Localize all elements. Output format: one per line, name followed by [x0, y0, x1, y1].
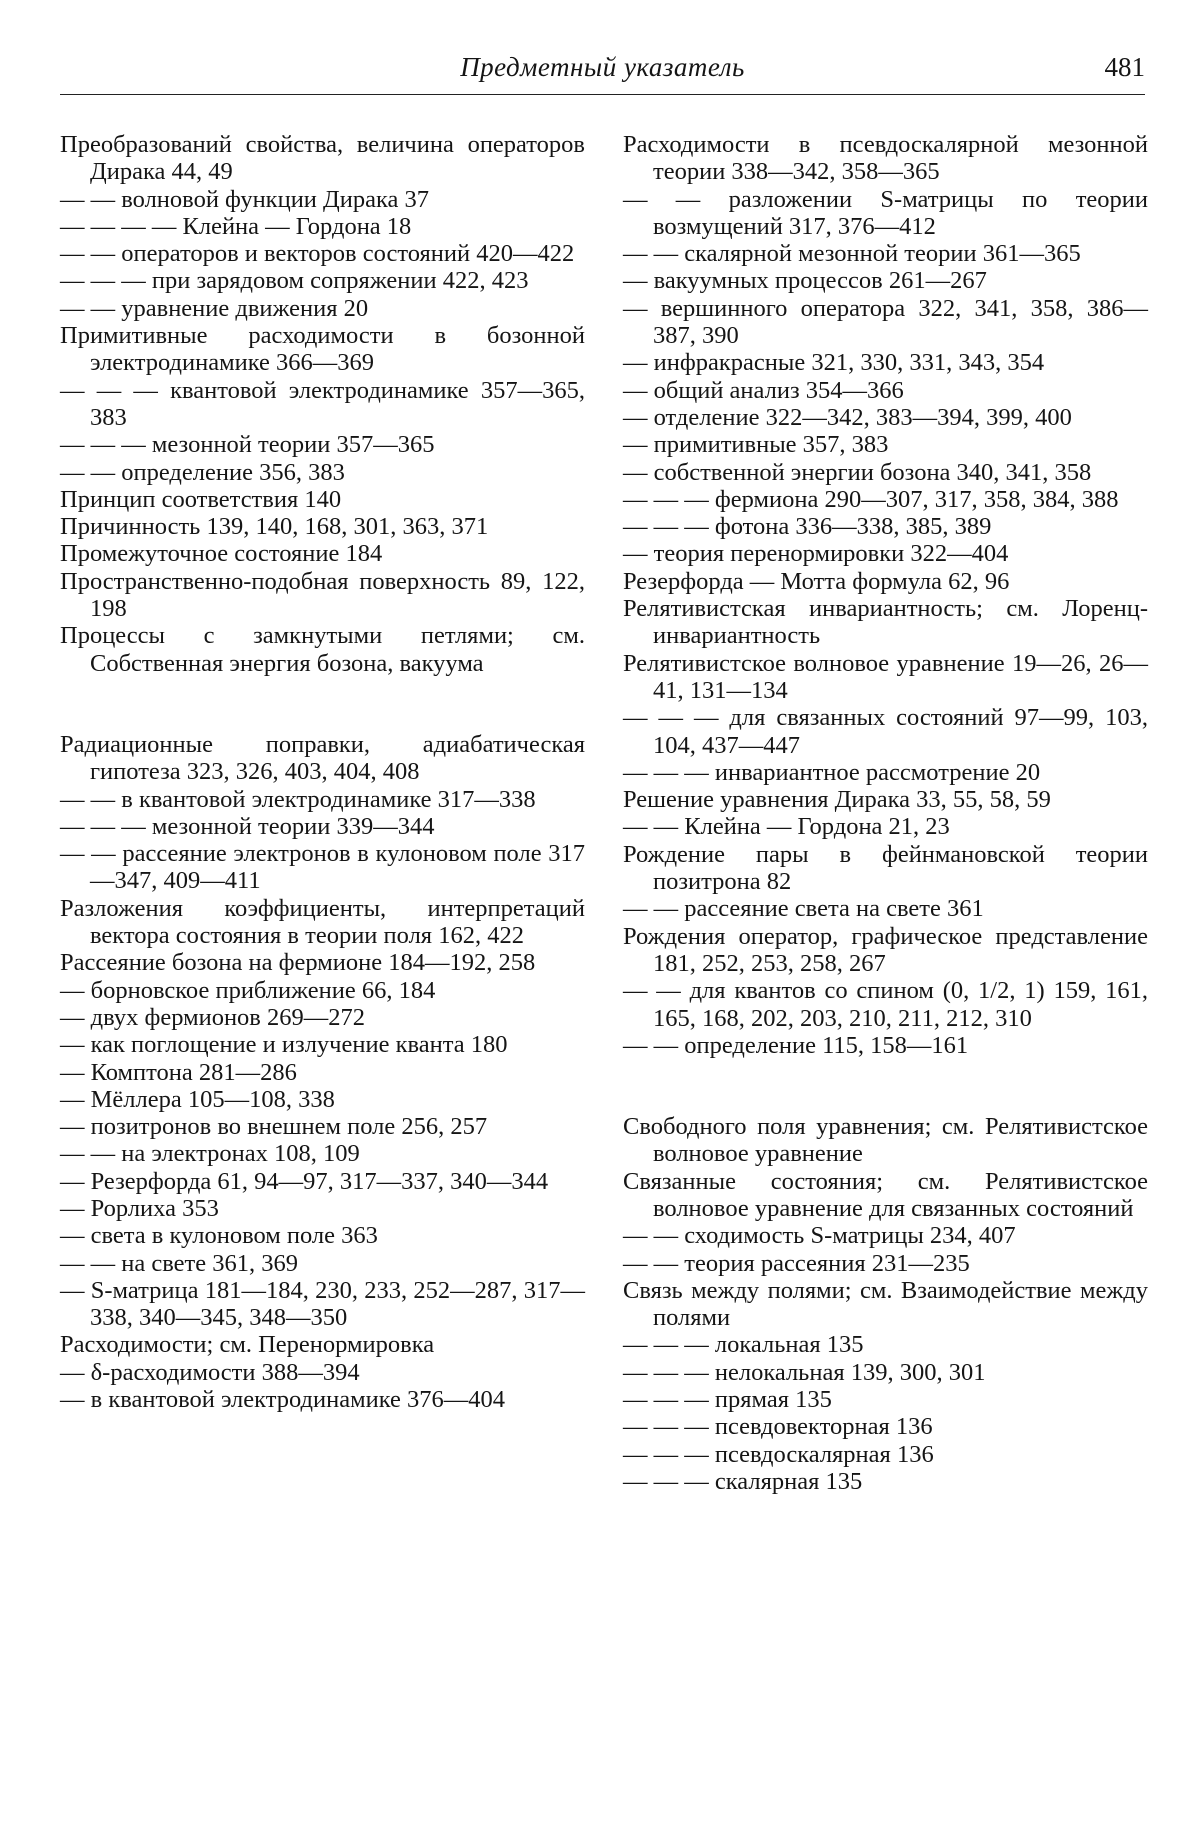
index-entry: — — волновой функции Дирака 37 [60, 185, 430, 213]
index-entry: — — рассеяние электронов в кулоновом поле 317—347, 409—411 [60, 840, 585, 895]
index-entry: — — — — Клейна — Гордона 18 [60, 212, 412, 240]
index-entry: — — — фотона 336—338, 385, 389 [623, 513, 992, 541]
index-entry: Пространственно-подобная поверхность 89, 122, 198 [60, 567, 585, 623]
index-entry: Резерфорда — Мотта формула 62, 96 [623, 567, 1010, 595]
index-entry: Разложения коэффициенты, интерпретаций вектора состояния в теории поля 162, 422 [60, 894, 585, 950]
index-entry: Преобразований свойства, величина операторов Дирака 44, 49 [60, 131, 585, 186]
index-entry: — собственной энергии бозона 340, 341, 358 [623, 458, 1092, 486]
index-column-right [623, 131, 1148, 1495]
index-entry: — — операторов и векторов состояний 420—422 [60, 240, 575, 268]
index-entry: — — — прямая 135 [623, 1386, 832, 1414]
index-entry: — — — псевдовекторная 136 [623, 1413, 933, 1441]
index-entry: — отделение 322—342, 383—394, 399, 400 [623, 403, 1072, 431]
index-entry: Примитивные расходимости в бозонной электродинамике 366—369 [60, 322, 585, 377]
index-entry: — — — скалярная 135 [623, 1467, 863, 1495]
index-entry: Рождения оператор, графическое представление 181, 252, 253, 258, 267 [623, 922, 1148, 977]
index-entry: Радиационные поправки, адиабатическая гипотеза 323, 326, 403, 404, 408 [60, 730, 585, 786]
index-entry: — — — мезонной теории 339—344 [60, 812, 435, 840]
index-entry: Промежуточное состояние 184 [60, 540, 383, 568]
index-entry: — общий анализ 354—366 [623, 376, 904, 404]
index-entry: — примитивные 357, 383 [623, 431, 889, 459]
index-entry: — — рассеяние света на свете 361 [623, 895, 984, 923]
index-entry: — — — локальная 135 [623, 1331, 864, 1359]
index-entry: — — разложении S-матрицы по теории возмущений 317, 376—412 [623, 185, 1148, 240]
index-entry: — — — инвариантное рассмотрение 20 [623, 758, 1041, 786]
index-entry: — Рорлиха 353 [60, 1194, 219, 1222]
index-entry: Релятивистское волновое уравнение 19—26, 26—41, 131—134 [623, 649, 1148, 704]
index-entry: — — определение 115, 158—161 [623, 1031, 969, 1059]
index-entry: — — — фермиона 290—307, 317, 358, 384, 388 [623, 485, 1119, 513]
index-entry: — — для квантов со спином (0, 1/2, 1) 159, 161, 165, 168, 202, 203, 210, 211, 212, 310 [623, 977, 1148, 1032]
index-column-left [60, 131, 585, 1413]
index-entry: — вершинного оператора 322, 341, 358, 386—387, 390 [623, 294, 1148, 350]
index-entry: Причинность 139, 140, 168, 301, 363, 371 [60, 513, 489, 541]
index-entry: — S-матрица 181—184, 230, 233, 252—287, 317—338, 340—345, 348—350 [60, 1276, 585, 1332]
index-entry: — — теория рассеяния 231—235 [623, 1249, 970, 1277]
index-entry: — борновское приближение 66, 184 [60, 976, 436, 1004]
index-entry: Рассеяние бозона на фермионе 184—192, 258 [60, 949, 536, 977]
index-entry: — в квантовой электродинамике 376—404 [60, 1386, 505, 1414]
index-entry: — — уравнение движения 20 [60, 294, 369, 322]
index-entry: — теория перенормировки 322—404 [623, 540, 1009, 568]
index-entry: Связанные состояния; см. Релятивистское волновое уравнение для связанных состояний [623, 1167, 1148, 1222]
index-entry: — Комптона 281—286 [60, 1058, 297, 1086]
index-entry: Рождение пары в фейнмановской теории позитрона 82 [623, 840, 1148, 896]
index-entry: Решение уравнения Дирака 33, 55, 58, 59 [623, 786, 1051, 814]
index-entry: — как поглощение и излучение кванта 180 [60, 1031, 508, 1059]
index-entry: Свободного поля уравнения; см. Релятивистское волновое уравнение [623, 1113, 1148, 1168]
index-entry: Расходимости в псевдоскалярной мезонной теории 338—342, 358—365 [623, 131, 1148, 186]
index-entry: Релятивистская инвариантность; см. Лоренц-инвариантность [623, 595, 1148, 650]
page-header [60, 50, 1145, 95]
index-entry: — — на свете 361, 369 [60, 1249, 298, 1277]
index-entry: — Мёллера 105—108, 338 [60, 1085, 335, 1113]
index-entry: Процессы с замкнутыми петлями; см. Собственная энергия бозона, вакуума [60, 622, 585, 677]
running-title: Предметный указатель [460, 52, 745, 82]
index-entry: — δ-расходимости 388—394 [60, 1358, 360, 1386]
index-entry: — — определение 356, 383 [60, 458, 345, 486]
index-entry: — инфракрасные 321, 330, 331, 343, 354 [623, 349, 1045, 377]
index-entry: — — на электронах 108, 109 [60, 1140, 360, 1168]
index-entry: — — — нелокальная 139, 300, 301 [623, 1358, 986, 1386]
index-entry: — — — псевдоскалярная 136 [623, 1440, 934, 1468]
index-entry: — позитронов во внешнем поле 256, 257 [60, 1113, 488, 1141]
index-entry: — — — квантовой электродинамике 357—365, 383 [60, 376, 585, 431]
index-entry: — — — для связанных состояний 97—99, 103, 104, 437—447 [623, 704, 1148, 759]
index-entry: — Резерфорда 61, 94—97, 317—337, 340—344 [60, 1167, 549, 1195]
index-entry: — — в квантовой электродинамике 317—338 [60, 785, 536, 813]
index-entry: — двух фермионов 269—272 [60, 1003, 365, 1031]
index-entry: Расходимости; см. Перенормировка [60, 1331, 435, 1359]
index-entry: — — сходимость S-матрицы 234, 407 [623, 1222, 1016, 1250]
index-entry: — — — мезонной теории 357—365 [60, 431, 435, 459]
index-entry: — света в кулоновом поле 363 [60, 1222, 378, 1250]
index-entry: Связь между полями; см. Взаимодействие между полями [623, 1276, 1148, 1332]
index-entry: Принцип соответствия 140 [60, 485, 342, 513]
index-entry: — — скалярной мезонной теории 361—365 [623, 240, 1081, 268]
index-entry: — — — при зарядовом сопряжении 422, 423 [60, 267, 529, 295]
index-entry: — вакуумных процессов 261—267 [623, 267, 987, 295]
page-number: 481 [1104, 52, 1145, 82]
index-entry: — — Клейна — Гордона 21, 23 [623, 813, 950, 841]
